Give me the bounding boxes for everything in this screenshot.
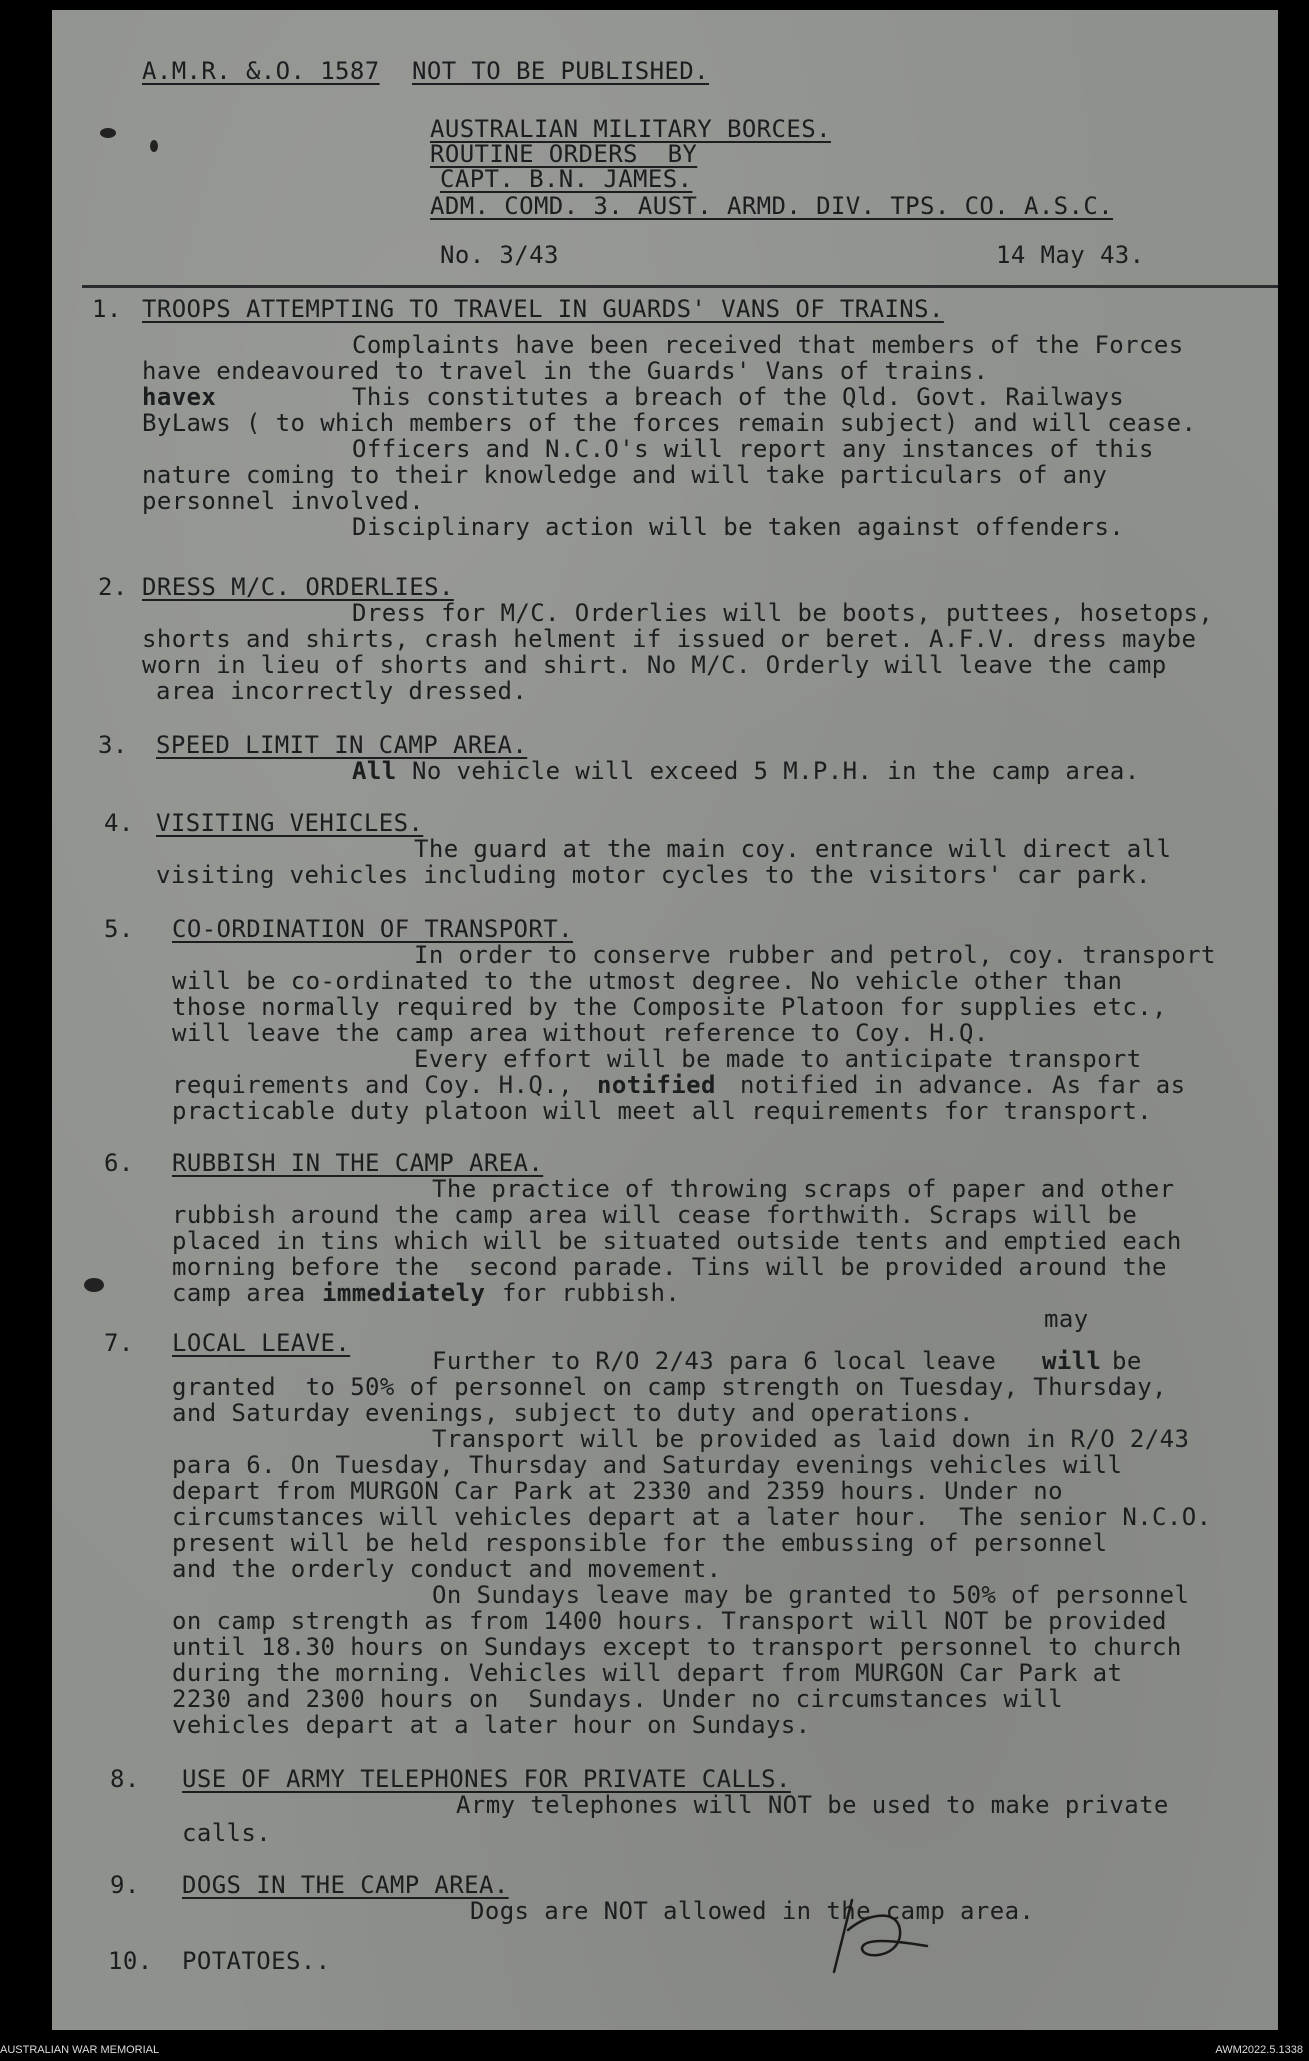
s1-struck-word: havex xyxy=(142,383,217,411)
s7-handwritten-insert: may xyxy=(1044,1305,1089,1333)
s10-title: POTATOES.. xyxy=(182,1947,331,1975)
header-officer: CAPT. B.N. JAMES. xyxy=(440,165,693,193)
s7-line: during the morning. Vehicles will depart from MURGON Car Park at xyxy=(172,1659,1123,1687)
s1-line: Officers and N.C.O's will report any instances of this xyxy=(352,435,1154,463)
s1-line: ByLaws ( to which members of the forces remain subject) and will cease. xyxy=(142,409,1197,437)
s1-line: Complaints have been received that members of the Forces xyxy=(352,331,1184,359)
order-date: 14 May 43. xyxy=(996,241,1145,269)
s6-line: for rubbish. xyxy=(502,1279,681,1307)
s5-line: those normally required by the Composite Platoon for supplies etc., xyxy=(172,993,1167,1021)
s7-title: LOCAL LEAVE. xyxy=(172,1329,351,1357)
s6-line: placed in tins which will be situated outside tents and emptied each xyxy=(172,1227,1182,1255)
s5-line: In order to conserve rubber and petrol, coy. transport xyxy=(414,941,1216,969)
s10-number: 10. xyxy=(108,1947,153,1975)
s7-number: 7. xyxy=(104,1329,134,1357)
s7-line: para 6. On Tuesday, Thursday and Saturday evenings vehicles will xyxy=(172,1451,1123,1479)
s3-number: 3. xyxy=(98,731,128,759)
footer-left: AUSTRALIAN WAR MEMORIAL xyxy=(0,2044,160,2056)
s7-line: on camp strength as from 1400 hours. Transport will NOT be provided xyxy=(172,1607,1167,1635)
s7-line: On Sundays leave may be granted to 50% of personnel xyxy=(432,1581,1190,1609)
s3-line: No vehicle will exceed 5 M.P.H. in the camp area. xyxy=(412,757,1140,785)
paper-mark xyxy=(150,140,158,152)
s7-line: Further to R/O 2/43 para 6 local leave xyxy=(432,1347,997,1375)
s2-number: 2. xyxy=(98,573,128,601)
s7-line: Transport will be provided as laid down in R/O 2/43 xyxy=(432,1425,1190,1453)
s7-line: present will be held responsible for the embussing of personnel xyxy=(172,1529,1108,1557)
s1-line: have endeavoured to travel in the Guards' Vans of trains. xyxy=(142,357,989,385)
s5-title: CO-ORDINATION OF TRANSPORT. xyxy=(172,915,573,943)
s1-line: This constitutes a breach of the Qld. Govt. Railways xyxy=(352,383,1125,411)
s9-line: Dogs are NOT allowed in the camp area. xyxy=(470,1897,1035,1925)
s5-line: practicable duty platoon will meet all requirements for transport. xyxy=(172,1097,1153,1125)
s2-line: worn in lieu of shorts and shirt. No M/C. Orderly will leave the camp xyxy=(142,651,1167,679)
s7-line: and the orderly conduct and movement. xyxy=(172,1555,722,1583)
s5-line: Every effort will be made to anticipate transport xyxy=(414,1045,1142,1073)
s5-struck-word: notified xyxy=(597,1071,716,1099)
s6-line: camp area xyxy=(172,1279,306,1307)
s6-title: RUBBISH IN THE CAMP AREA. xyxy=(172,1149,544,1177)
s8-number: 8. xyxy=(110,1765,140,1793)
document-page xyxy=(52,10,1278,2030)
s1-number: 1. xyxy=(92,295,122,323)
s9-title: DOGS IN THE CAMP AREA. xyxy=(182,1871,509,1899)
s2-line: shorts and shirts, crash helment if issued or beret. A.F.V. dress maybe xyxy=(142,625,1197,653)
s1-line: Disciplinary action will be taken against offenders. xyxy=(352,513,1125,541)
s5-number: 5. xyxy=(104,915,134,943)
s4-number: 4. xyxy=(104,809,134,837)
header-restriction: NOT TO BE PUBLISHED. xyxy=(412,57,709,85)
header-routine-orders: ROUTINE ORDERS BY xyxy=(430,140,698,168)
s7-line: circumstances will vehicles depart at a later hour. The senior N.C.O. xyxy=(172,1503,1212,1531)
s6-struck-word: immediately xyxy=(322,1279,486,1307)
s4-line: The guard at the main coy. entrance will direct all xyxy=(414,835,1172,863)
s5-line: will be co-ordinated to the utmost degree. No vehicle other than xyxy=(172,967,1123,995)
s8-line: calls. xyxy=(182,1819,272,1847)
s8-line: Army telephones will NOT be used to make private xyxy=(456,1791,1169,1819)
s4-title: VISITING VEHICLES. xyxy=(156,809,424,837)
s2-line: Dress for M/C. Orderlies will be boots, puttees, hosetops, xyxy=(352,599,1214,627)
s8-title: USE OF ARMY TELEPHONES FOR PRIVATE CALLS. xyxy=(182,1765,791,1793)
s6-line: morning before the second parade. Tins will be provided around the xyxy=(172,1253,1167,1281)
s6-line: rubbish around the camp area will cease forthwith. Scraps will be xyxy=(172,1201,1138,1229)
order-number: No. 3/43 xyxy=(440,241,559,269)
s9-number: 9. xyxy=(110,1871,140,1899)
s5-line: requirements and Coy. H.Q., xyxy=(172,1071,573,1099)
s5-line: notified in advance. As far as xyxy=(740,1071,1186,1099)
s7-line: vehicles depart at a later hour on Sundays. xyxy=(172,1711,811,1739)
s6-number: 6. xyxy=(104,1149,134,1177)
s1-line: nature coming to their knowledge and will take particulars of any xyxy=(142,461,1108,489)
header-unit: ADM. COMD. 3. AUST. ARMD. DIV. TPS. CO. A.S.C. xyxy=(430,192,1114,220)
signature-initials xyxy=(822,1890,942,1980)
header-org: AUSTRALIAN MILITARY BORCES. xyxy=(430,115,831,143)
s4-line: visiting vehicles including motor cycles to the visitors' car park. xyxy=(156,861,1151,889)
header-rule xyxy=(82,285,1278,288)
s7-line: 2230 and 2300 hours on Sundays. Under no circumstances will xyxy=(172,1685,1063,1713)
header-ref: A.M.R. &.O. 1587 xyxy=(142,57,380,85)
s1-title: TROOPS ATTEMPTING TO TRAVEL IN GUARDS' VANS OF TRAINS. xyxy=(142,295,944,323)
s7-line: depart from MURGON Car Park at 2330 and 2359 hours. Under no xyxy=(172,1477,1063,1505)
s7-line: until 18.30 hours on Sundays except to transport personnel to church xyxy=(172,1633,1182,1661)
s7-line: and Saturday evenings, subject to duty and operations. xyxy=(172,1399,974,1427)
s2-line: area incorrectly dressed. xyxy=(156,677,528,705)
footer-right: AWM2022.5.1338 xyxy=(1215,2044,1303,2056)
s7-struck-word: will xyxy=(1042,1347,1102,1375)
s1-line: personnel involved. xyxy=(142,487,425,515)
s3-title: SPEED LIMIT IN CAMP AREA. xyxy=(156,731,528,759)
paper-mark xyxy=(100,128,116,138)
s2-title: DRESS M/C. ORDERLIES. xyxy=(142,573,454,601)
paper-mark xyxy=(84,1278,104,1292)
s3-struck-word: All xyxy=(352,757,397,785)
s6-line: The practice of throwing scraps of paper and other xyxy=(432,1175,1175,1203)
s7-line: be xyxy=(1112,1347,1142,1375)
s5-line: will leave the camp area without reference to Coy. H.Q. xyxy=(172,1019,989,1047)
s7-line: granted to 50% of personnel on camp strength on Tuesday, Thursday, xyxy=(172,1373,1167,1401)
